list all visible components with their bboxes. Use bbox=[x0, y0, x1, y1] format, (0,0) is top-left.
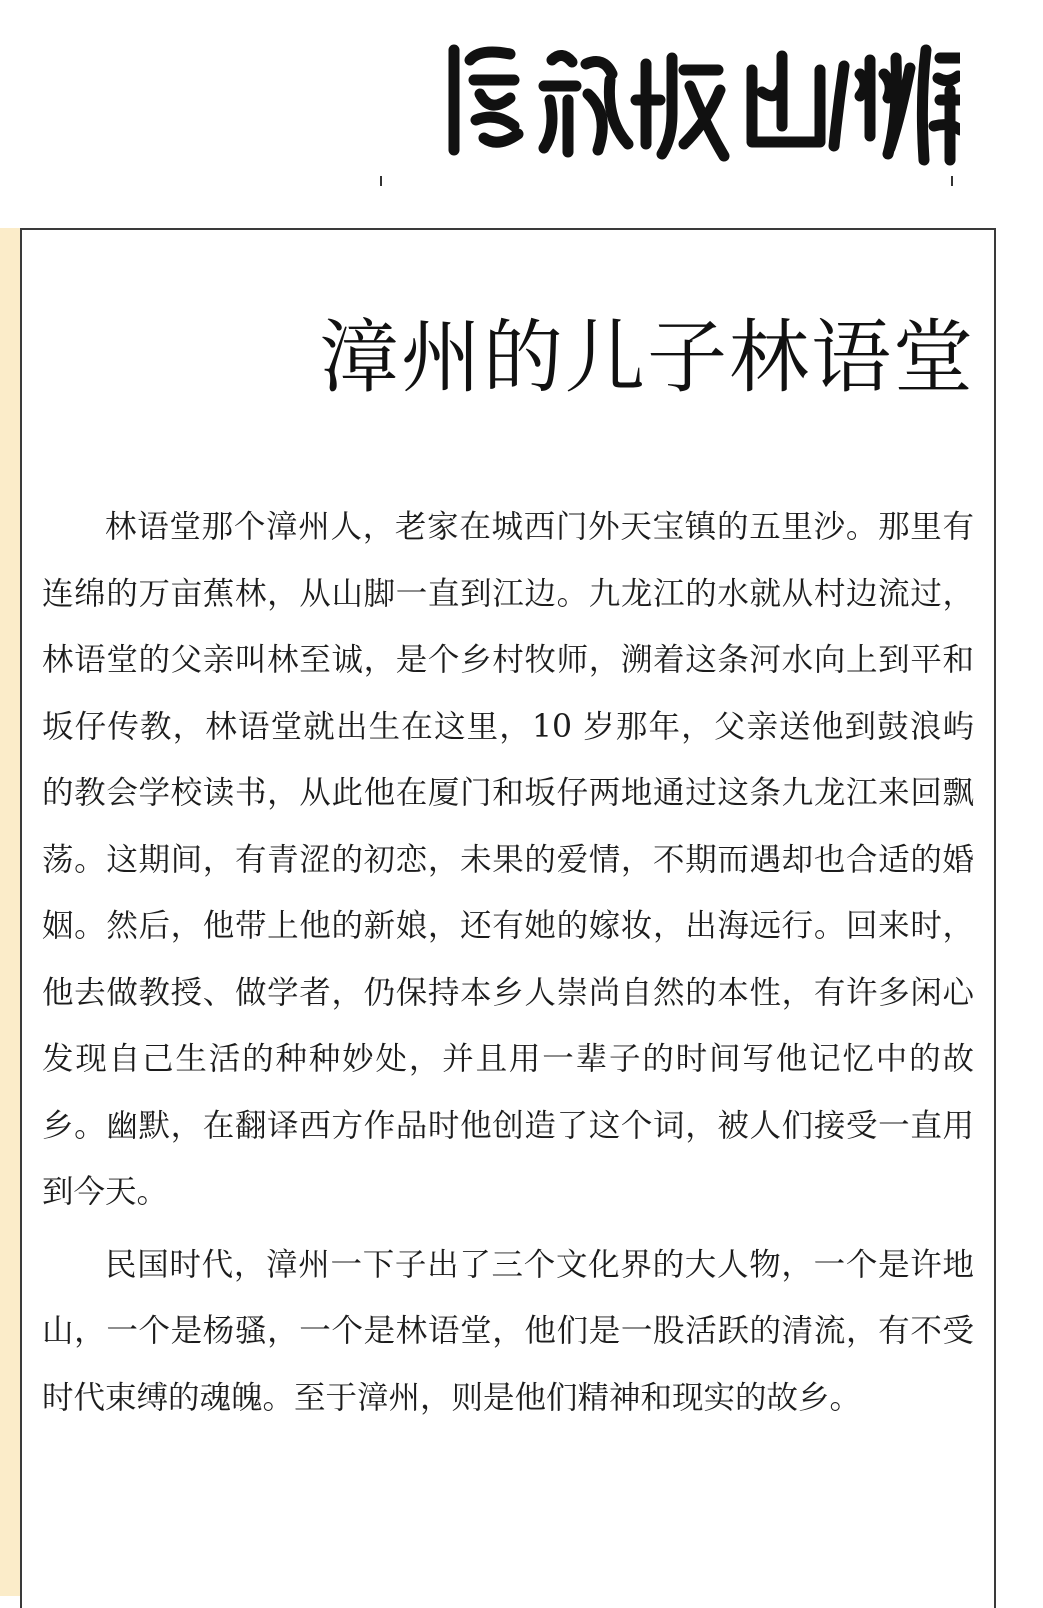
article-paragraph: 林语堂那个漳州人，老家在城西门外天宝镇的五里沙。那里有连绵的万亩蕉林，从山脚一直到江边。九龙江的水就从村边流过，林语堂的父亲叫林至诚，是个乡村牧师，溯着这条河水向上到平和坂仔传教，林语堂就出生在这里，10 岁那年，父亲送他到鼓浪屿的教会学校读书，从此他在厦门和坂仔两地通过这条九龙江来回飘荡。这期间，有青涩的初恋，未果的爱情，不期而遇却也合适的婚姻。然后，他带上他的新娘，还有她的嫁妆，出海远行。回来时，他去做教授、做学者，仍保持本乡人崇尚自然的本性，有许多闲心发现自己生活的种种妙处，并且用一辈子的时间写他记忆中的故乡。幽默，在翻译西方作品时他创造了这个词，被人们接受一直用到今天。 bbox=[42, 509, 974, 1210]
glyph-2 bbox=[544, 55, 628, 152]
article-paragraph: 民国时代，漳州一下子出了三个文化界的大人物，一个是许地山，一个是杨骚，一个是林语堂，他们是一股活跃的清流，有不受时代束缚的魂魄。至于漳州，则是他们精神和现实的故乡。 bbox=[42, 1246, 974, 1416]
glyph-3 bbox=[636, 58, 724, 156]
glyph-6 bbox=[922, 50, 960, 160]
page-edge-strip bbox=[0, 228, 20, 1596]
glyph-1 bbox=[454, 50, 518, 150]
header-band bbox=[0, 0, 1043, 228]
calligraphy-banner bbox=[440, 30, 960, 180]
calligraphy-image bbox=[440, 30, 960, 180]
frame-tick-right bbox=[951, 176, 953, 186]
article-body bbox=[42, 494, 974, 1431]
article-title: 漳州的儿子林语堂 bbox=[319, 311, 975, 404]
glyph-4 bbox=[752, 56, 820, 142]
glyph-5 bbox=[834, 58, 910, 154]
frame-tick-left bbox=[380, 176, 382, 186]
